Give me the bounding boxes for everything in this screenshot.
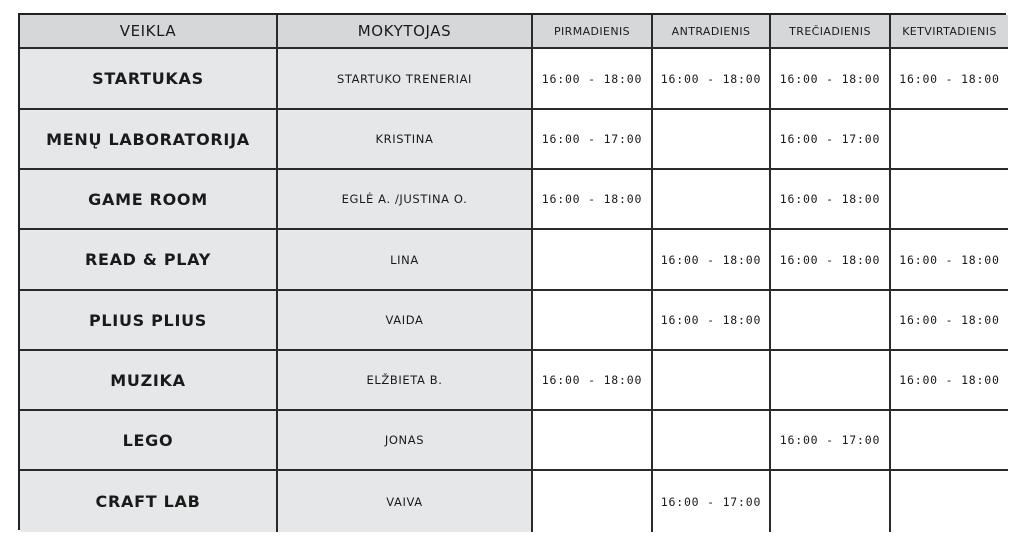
time-cell-tuesday: 16:00 - 17:00 <box>653 471 771 532</box>
teacher-cell: ELŽBIETA B. <box>278 351 533 411</box>
teacher-cell: LINA <box>278 230 533 291</box>
time-cell-monday: 16:00 - 17:00 <box>533 110 653 170</box>
time-cell-monday <box>533 291 653 351</box>
teacher-cell: VAIDA <box>278 291 533 351</box>
time-cell-tuesday: 16:00 - 18:00 <box>653 291 771 351</box>
teacher-cell: EGLĖ A. /JUSTINA O. <box>278 170 533 230</box>
activity-cell: GAME ROOM <box>20 170 278 230</box>
activity-cell: STARTUKAS <box>20 49 278 110</box>
schedule-table <box>18 13 1006 530</box>
time-cell-wednesday <box>771 291 891 351</box>
time-cell-wednesday: 16:00 - 17:00 <box>771 110 891 170</box>
activity-cell: MUZIKA <box>20 351 278 411</box>
time-cell-monday: 16:00 - 18:00 <box>533 170 653 230</box>
time-cell-tuesday <box>653 110 771 170</box>
time-cell-tuesday: 16:00 - 18:00 <box>653 230 771 291</box>
time-cell-monday <box>533 230 653 291</box>
activity-cell: MENŲ LABORATORIJA <box>20 110 278 170</box>
time-cell-monday <box>533 411 653 471</box>
time-cell-wednesday <box>771 471 891 532</box>
header-wednesday: TREČIADIENIS <box>771 15 891 49</box>
time-cell-thursday <box>891 411 1008 471</box>
header-thursday: KETVIRTADIENIS <box>891 15 1008 49</box>
activity-cell: CRAFT LAB <box>20 471 278 532</box>
activity-cell: LEGO <box>20 411 278 471</box>
header-tuesday: ANTRADIENIS <box>653 15 771 49</box>
time-cell-monday: 16:00 - 18:00 <box>533 351 653 411</box>
time-cell-wednesday: 16:00 - 18:00 <box>771 170 891 230</box>
time-cell-wednesday: 16:00 - 18:00 <box>771 230 891 291</box>
time-cell-monday: 16:00 - 18:00 <box>533 49 653 110</box>
header-activity: VEIKLA <box>20 15 278 49</box>
activity-cell: PLIUS PLIUS <box>20 291 278 351</box>
time-cell-tuesday: 16:00 - 18:00 <box>653 49 771 110</box>
header-teacher: MOKYTOJAS <box>278 15 533 49</box>
time-cell-tuesday <box>653 411 771 471</box>
time-cell-thursday: 16:00 - 18:00 <box>891 351 1008 411</box>
time-cell-thursday: 16:00 - 18:00 <box>891 230 1008 291</box>
time-cell-wednesday: 16:00 - 17:00 <box>771 411 891 471</box>
time-cell-thursday: 16:00 - 18:00 <box>891 49 1008 110</box>
activity-cell: READ & PLAY <box>20 230 278 291</box>
time-cell-thursday: 16:00 - 18:00 <box>891 291 1008 351</box>
time-cell-thursday <box>891 170 1008 230</box>
time-cell-wednesday: 16:00 - 18:00 <box>771 49 891 110</box>
time-cell-monday <box>533 471 653 532</box>
time-cell-thursday <box>891 471 1008 532</box>
teacher-cell: JONAS <box>278 411 533 471</box>
time-cell-thursday <box>891 110 1008 170</box>
time-cell-tuesday <box>653 351 771 411</box>
teacher-cell: STARTUKO TRENERIAI <box>278 49 533 110</box>
header-monday: PIRMADIENIS <box>533 15 653 49</box>
teacher-cell: VAIVA <box>278 471 533 532</box>
teacher-cell: KRISTINA <box>278 110 533 170</box>
time-cell-wednesday <box>771 351 891 411</box>
time-cell-tuesday <box>653 170 771 230</box>
